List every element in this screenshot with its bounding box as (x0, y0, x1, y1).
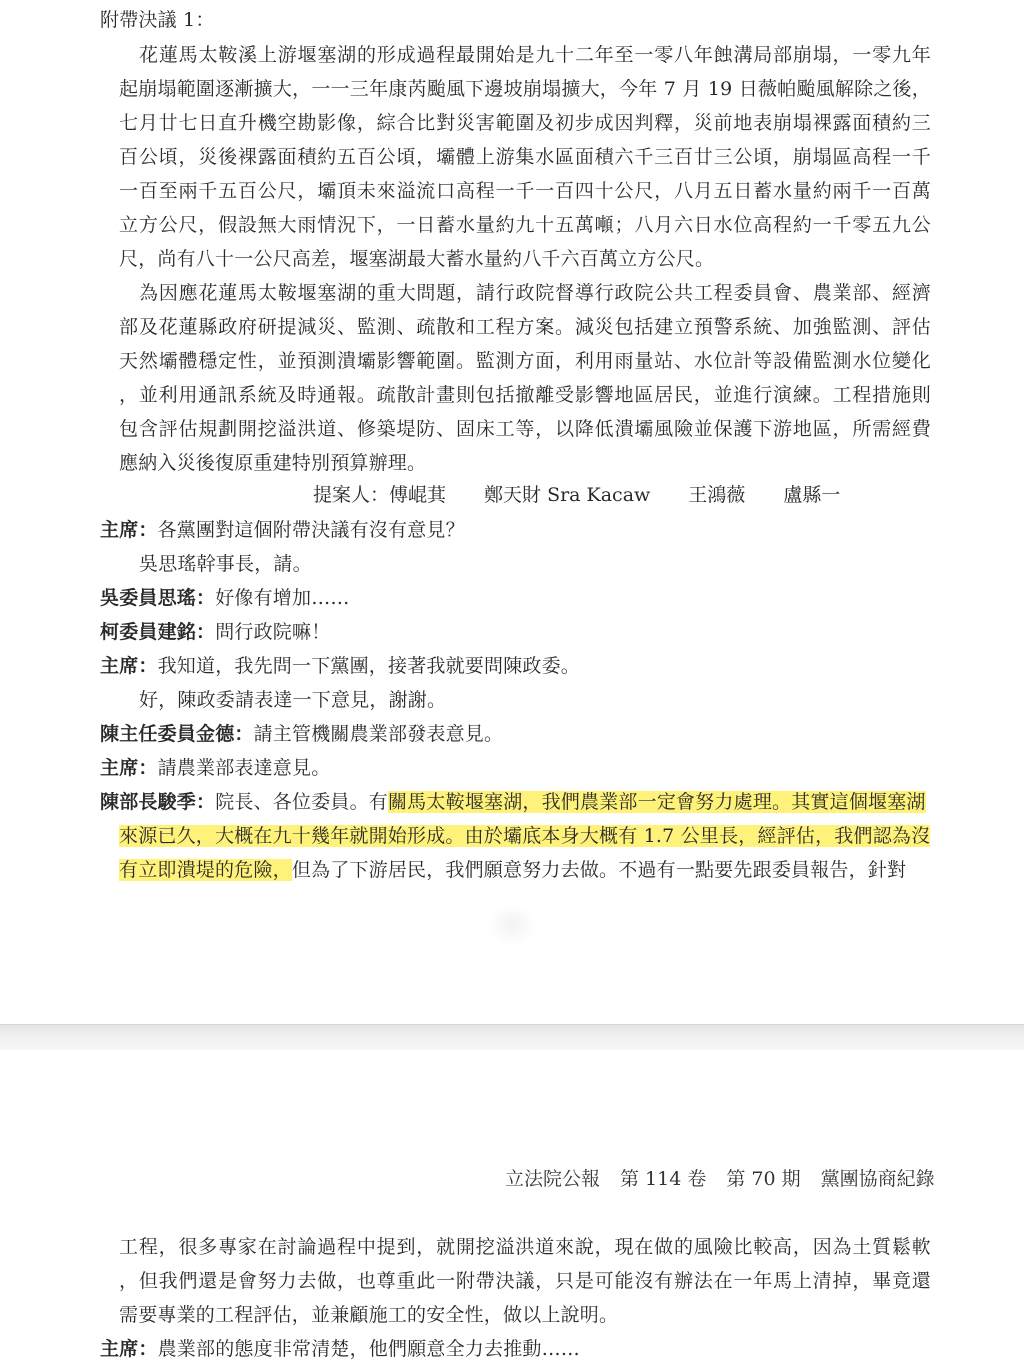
speaker-name: 陳部長駿季： (100, 791, 216, 813)
speaker-name: 主席： (100, 655, 158, 677)
gazette-section: 黨團協商紀錄 (820, 1168, 935, 1190)
speech-text: 各黨團對這個附帶決議有沒有意見？ (157, 519, 465, 541)
paragraph-line: ，並利用通訊系統及時通報。疏散計畫則包括撤離受影響地區居民，並進行演練。工程措施則 (119, 384, 931, 406)
speaker-name: 主席： (100, 519, 158, 541)
dialogue-line (100, 518, 465, 542)
dialogue-line: 吳思瑤幹事長，請。 (139, 553, 312, 575)
paragraph-line: 包含評估規劃開挖溢洪道、修築堤防、固床工等，以降低潰壩風險並保護下游地區，所需經費 (119, 418, 931, 440)
paragraph-line: 一百至兩千五百公尺，壩頂未來溢流口高程一千一百四十公尺，八月五日蓄水量約兩千一百萬 (119, 180, 931, 202)
speech-text: 我知道，我先問一下黨團，接著我就要問陳政委。 (157, 655, 581, 677)
dialogue-line (100, 654, 580, 678)
proposer-name: 鄭天財 Sra Kacaw (484, 484, 651, 506)
minister-speech-line (119, 858, 906, 882)
paragraph-line: 部及花蓮縣政府研提減災、監測、疏散和工程方案。減災包括建立預警系統、加強監測、評估 (119, 316, 931, 338)
resolution-title: 附帶決議 1： (100, 9, 215, 31)
speaker-name: 柯委員建銘： (100, 621, 216, 643)
scan-smudge (488, 905, 536, 945)
paragraph-line: 百公頃，災後裸露面積約五百公頃，壩體上游集水區面積六千三百廿三公頃，崩塌區高程一千 (119, 146, 931, 168)
gazette-volume: 第 114 卷 (620, 1168, 707, 1190)
speech-text: 農業部的態度非常清楚，他們願意全力去推動…… (157, 1338, 581, 1360)
proposer-label: 提案人： (313, 484, 390, 506)
gazette-issue: 第 70 期 (726, 1168, 801, 1190)
dialogue-line (100, 620, 330, 644)
speech-text: 請農業部表達意見。 (157, 757, 331, 779)
dialogue-line (100, 756, 330, 780)
highlighted-text: 來源已久，大概在九十幾年就開始形成。由於壩底本身大概有 1.7 公里長，經評估，我們認為沒 (119, 825, 931, 847)
speech-text: 院長、各位委員。有 (215, 791, 389, 813)
minister-speech-line (119, 824, 930, 848)
paragraph-line: 應納入災後復原重建特別預算辦理。 (119, 452, 427, 474)
paragraph-line: 工程，很多專家在討論過程中提到，就開挖溢洪道來說，現在做的風險比較高，因為土質鬆軟 (119, 1236, 931, 1258)
paragraph-line: 起崩塌範圍逐漸擴大，一一三年康芮颱風下邊坡崩塌擴大，今年 7 月 19 日薇帕颱風解除之後， (119, 78, 931, 100)
dialogue-line (100, 586, 350, 610)
paragraph-line: 尺，尚有八十一公尺高差，堰塞湖最大蓄水量約八千六百萬立方公尺。 (119, 248, 715, 270)
speech-text: 請主管機關農業部發表意見。 (253, 723, 504, 745)
speaker-name: 陳主任委員金德： (100, 723, 254, 745)
speech-text: 但為了下游居民，我們願意努力去做。不過有一點要先跟委員報告，針對 (291, 859, 907, 881)
proposer-name: 王鴻薇 (688, 484, 746, 506)
proposer-name: 盧縣一 (783, 484, 841, 506)
page-separator (0, 1024, 1024, 1051)
proposer-name: 傅崐萁 (389, 484, 447, 506)
highlighted-text: 有立即潰堤的危險， (119, 859, 292, 881)
speaker-name: 主席： (100, 757, 158, 779)
paragraph-line: 七月廿七日直升機空勘影像，綜合比對災害範圍及初步成因判釋，災前地表崩塌裸露面積約三 (119, 112, 931, 134)
highlighted-text: 關馬太鞍堰塞湖，我們農業部一定會努力處理。其實這個堰塞湖 (388, 791, 926, 813)
gazette-title: 立法院公報 (505, 1168, 601, 1190)
paragraph-line: 為因應花蓮馬太鞍堰塞湖的重大問題，請行政院督導行政院公共工程委員會、農業部、經濟 (139, 282, 931, 304)
speaker-name: 吳委員思瑤： (100, 587, 216, 609)
paragraph-line: 天然壩體穩定性，並預測潰壩影響範圍。監測方面，利用雨量站、水位計等設備監測水位變化 (119, 350, 931, 372)
proposer-list (313, 483, 878, 507)
speech-text: 問行政院嘛！ (215, 621, 331, 643)
paragraph-line: 需要專業的工程評估，並兼顧施工的安全性，做以上說明。 (119, 1304, 619, 1326)
document-page-2 (0, 1050, 1024, 1365)
dialogue-line (100, 1337, 580, 1361)
speech-text: 好像有增加…… (215, 587, 350, 609)
gazette-header (505, 1167, 955, 1191)
paragraph-line: ，但我們還是會努力去做，也尊重此一附帶決議，只是可能沒有辦法在一年馬上清掉，畢竟還 (119, 1270, 931, 1292)
paragraph-line: 立方公尺，假設無大雨情況下，一日蓄水量約九十五萬噸；八月六日水位高程約一千零五九公 (119, 214, 931, 236)
minister-speech-line (100, 790, 926, 814)
paragraph-line: 花蓮馬太鞍溪上游堰塞湖的形成過程最開始是九十二年至一零八年蝕溝局部崩塌，一零九年 (139, 44, 931, 66)
speaker-name: 主席： (100, 1338, 158, 1360)
dialogue-line (100, 722, 503, 746)
dialogue-line: 好，陳政委請表達一下意見，謝謝。 (139, 689, 447, 711)
